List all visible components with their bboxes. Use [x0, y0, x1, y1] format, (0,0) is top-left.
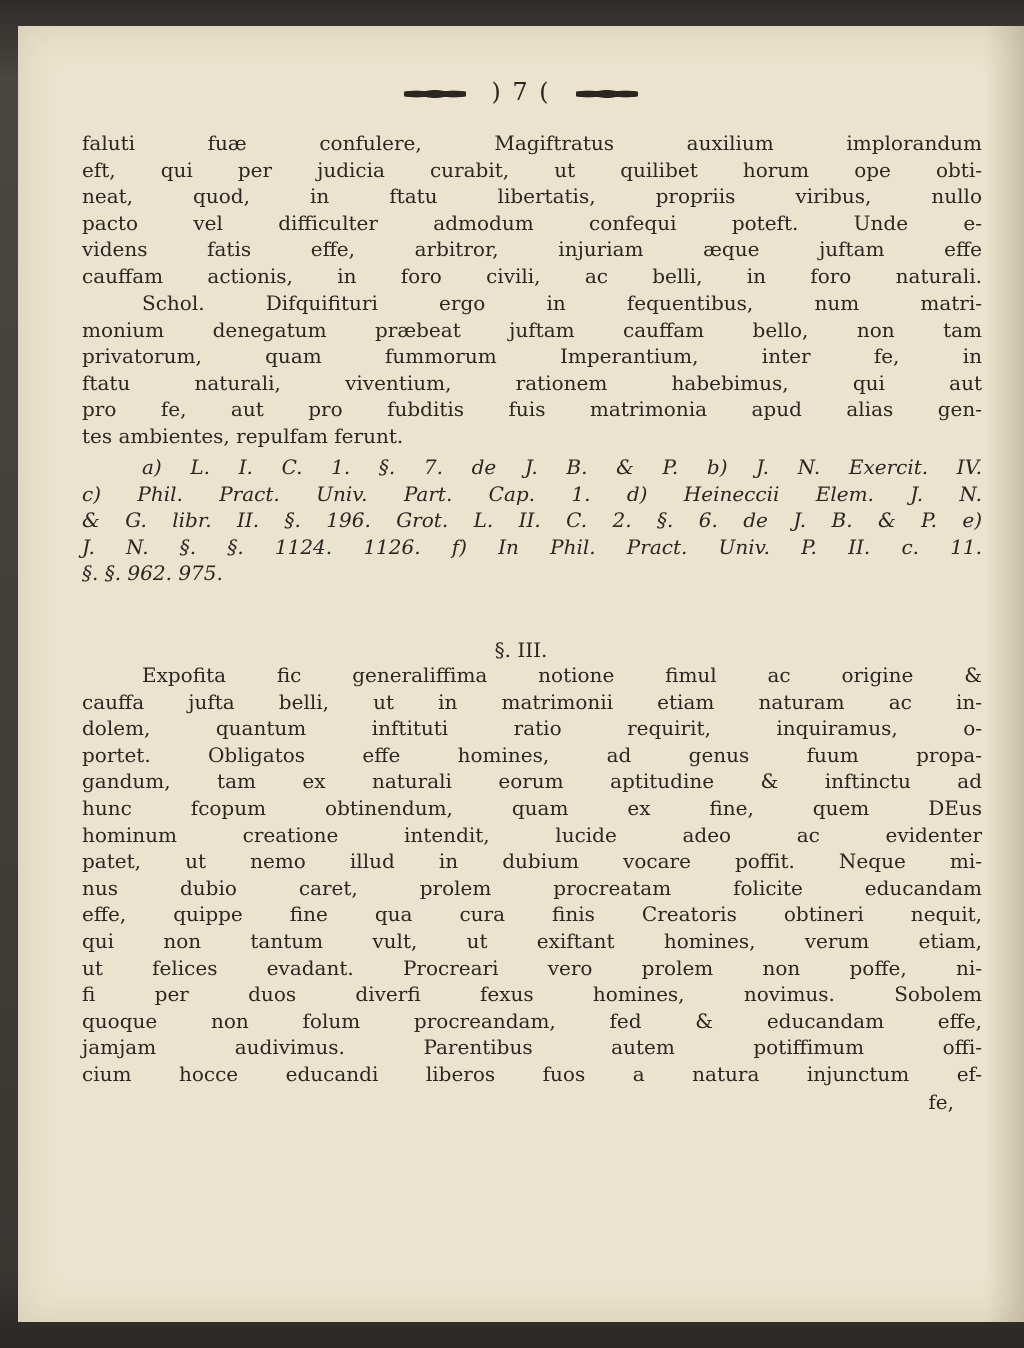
text-line: qui non tantum vult, ut exiftant homines, verum etiam, — [82, 928, 982, 953]
text-line: effe, quippe fine qua cura finis Creatoris obtineri nequit, — [82, 902, 982, 927]
text-line: cauffam actionis, in foro civili, ac belli, in foro naturali. — [82, 263, 982, 288]
footnotes — [82, 454, 982, 587]
text-line: gandum, tam ex naturali eorum aptitudine & inftinctu ad — [82, 769, 982, 794]
right-ornament-icon — [576, 85, 638, 103]
text-line: quoque non folum procreandam, fed & educandam effe, — [82, 1008, 982, 1033]
text-line: patet, ut nemo illud in dubium vocare poffit. Neque mi- — [82, 849, 982, 874]
text-line: neat, quod, in ftatu libertatis, propriis viribus, nullo — [82, 184, 982, 209]
text-line: cauffa jufta belli, ut in matrimonii etiam naturam ac in- — [82, 689, 982, 714]
text-line: faluti fuæ confulere, Magiftratus auxilium implorandum — [82, 131, 982, 155]
footnote-line: §. §. 962. 975. — [82, 561, 223, 586]
text-line: videns fatis effe, arbitror, injuriam æque juftam effe — [82, 237, 982, 262]
text-line: eft, qui per judicia curabit, ut quilibet horum ope obti- — [82, 157, 982, 182]
left-ornament-icon — [404, 85, 466, 103]
text-line: pacto vel difficulter admodum confequi poteft. Unde e- — [82, 210, 982, 235]
text-line: dolem, quantum inftituti ratio requirit, inquiramus, o- — [82, 716, 982, 741]
text-line: ut felices evadant. Procreari vero prolem non poffe, ni- — [82, 955, 982, 980]
footnote-line: & G. libr. II. §. 196. Grot. L. II. C. 2. §. 6. de J. B. & P. e) — [82, 508, 982, 533]
text-line: Schol. Difquifituri ergo in fequentibus, num matri- — [142, 291, 982, 315]
text-line: monium denegatum præbeat juftam cauffam bello, non tam — [82, 317, 982, 342]
text-line: Expofita fic generaliffima notione fimul ac origine & — [142, 663, 982, 687]
page-header — [18, 78, 1024, 106]
text-line: fi per duos diverfi fexus homines, novimus. Sobolem — [82, 982, 982, 1007]
text-line: ftatu naturali, viventium, rationem habebimus, qui aut — [82, 370, 982, 395]
footnote-line: c) Phil. Pract. Univ. Part. Cap. 1. d) Heineccii Elem. J. N. — [82, 481, 982, 506]
text-line: tes ambientes, repulfam ferunt. — [82, 423, 404, 448]
book-page — [18, 26, 1024, 1322]
footnote-line: a) L. I. C. 1. §. 7. de J. B. & P. b) J. N. Exercit. IV. — [142, 455, 982, 479]
text-line: nus dubio caret, prolem procreatam folicite educandam — [82, 875, 982, 900]
footnote-line: J. N. §. §. 1124. 1126. f) In Phil. Pract. Univ. P. II. c. 11. — [82, 534, 982, 559]
text-line: privatorum, quam fummorum Imperantium, inter fe, in — [82, 344, 982, 369]
text-line: jamjam audivimus. Parentibus autem potiffimum offi- — [82, 1035, 982, 1060]
catchword: fe, — [928, 1090, 954, 1114]
text-line: hunc fcopum obtinendum, quam ex fine, quem DEus — [82, 795, 982, 820]
section-heading: §. III. — [494, 638, 548, 662]
scholion — [82, 290, 982, 450]
page-shadow — [984, 26, 1024, 1322]
paragraph-2 — [82, 662, 982, 1088]
paragraph-1 — [82, 130, 982, 290]
page-number: ) 7 ( — [491, 78, 551, 106]
text-line: cium hocce educandi liberos fuos a natura injunctum ef- — [82, 1061, 982, 1086]
text-line: hominum creatione intendit, lucide adeo ac evidenter — [82, 822, 982, 847]
text-line: portet. Obligatos effe homines, ad genus fuum propa- — [82, 742, 982, 767]
text-line: pro fe, aut pro fubditis fuis matrimonia apud alias gen- — [82, 397, 982, 422]
